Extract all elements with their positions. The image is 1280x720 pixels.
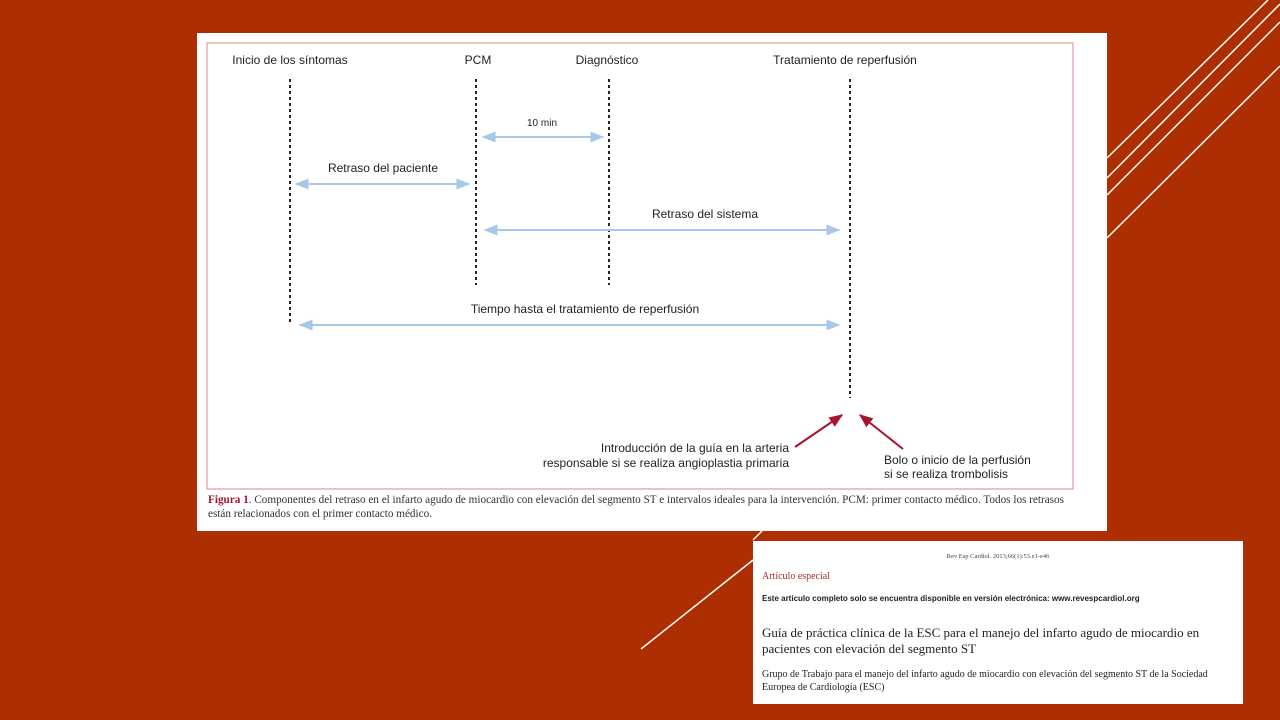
callout-left-line1: Introducción de la guía en la arteria <box>600 441 789 455</box>
ten-min-label: 10 min <box>526 118 558 129</box>
journal-reference: Rev Esp Cardiol. 2013;66(1):53.e1-e46 <box>946 553 1050 560</box>
milestone-pcm-label: PCM <box>464 53 492 67</box>
deco-line <box>753 531 762 540</box>
time-to-reperfusion-label: Tiempo hasta el tratamiento de reperfusión <box>470 302 700 316</box>
patient-delay-label: Retraso del paciente <box>327 161 439 175</box>
delay-timeline-diagram <box>197 33 1107 531</box>
callout-right-line2: si se realiza trombolisis <box>884 467 1009 481</box>
milestone-onset-label: Inicio de los síntomas <box>232 53 348 67</box>
callout-left-line2: responsable si se realiza angioplastia primaria <box>542 456 789 470</box>
callout-right-line1: Bolo o inicio de la perfusión <box>884 453 1031 467</box>
deco-line <box>1107 0 1268 158</box>
milestone-reperfusion-label: Tratamiento de reperfusión <box>773 53 917 67</box>
callout-left-arrow <box>795 415 842 447</box>
figure-caption-label: Figura 1 <box>208 494 249 506</box>
milestone-diagnosis-label: Diagnóstico <box>575 53 639 67</box>
article-authors: Grupo de Trabajo para el manejo del infarto agudo de miocardio con elevación del segmento ST de la Sociedad Europea de Cardiología (ESC) <box>762 669 1208 693</box>
figure-frame <box>207 43 1073 489</box>
figure-panel <box>197 33 1107 531</box>
article-title: Guía de práctica clínica de la ESC para el manejo del infarto agudo de miocardio en pacientes con elevación del segmento ST <box>762 625 1200 656</box>
callout-right-arrow <box>860 415 903 449</box>
article-access-note: Este artículo completo solo se encuentra disponible en versión electrónica: www.revespcardiol.org <box>762 594 1140 603</box>
figure-caption <box>208 493 1088 521</box>
article-section-label: Artículo especial <box>762 571 831 582</box>
figure-caption-text: . Componentes del retraso en el infarto agudo de miocardio con elevación del segmento ST e intervalos ideales para la intervención. PCM: primer contacto médico. Todos los retrasos están relacionados con el primer contacto médico. <box>208 494 1064 520</box>
deco-line <box>1107 22 1280 195</box>
deco-line <box>641 560 753 649</box>
system-delay-label: Retraso del sistema <box>651 207 759 221</box>
article-header-card <box>753 541 1243 704</box>
